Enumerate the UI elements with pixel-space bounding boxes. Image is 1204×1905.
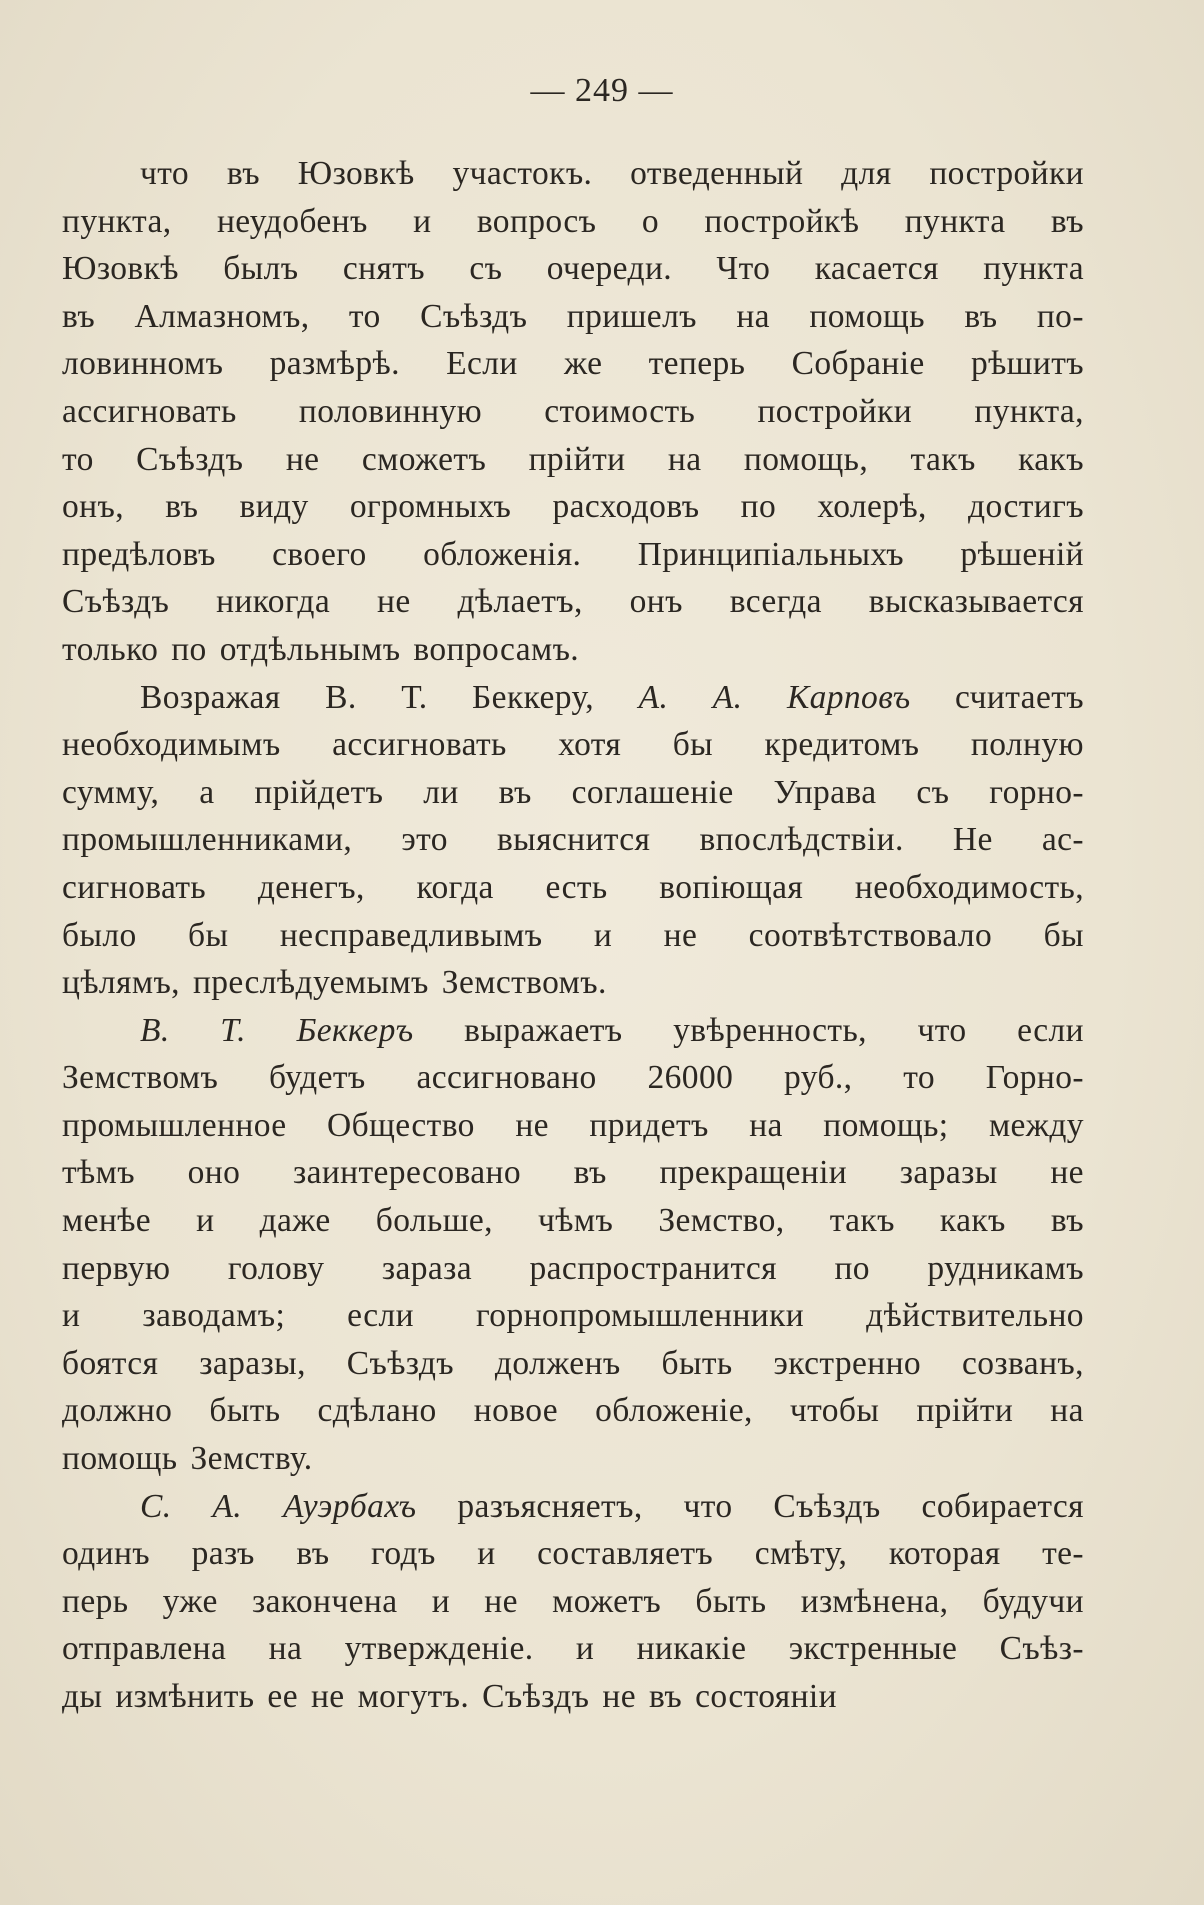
text-line: онъ, въ виду огромныхъ расходовъ по холерѣ, достигъ (62, 488, 1084, 526)
text-line: ассигновать половинную стоимость постройки пункта, (62, 392, 1084, 430)
text-line: В. Т. Беккеръ выражаетъ увѣренность, что если (140, 1011, 1084, 1049)
text-line: помощь Земству. (62, 1440, 313, 1478)
body-text (62, 150, 1084, 1721)
text-line: Съѣздъ никогда не дѣлаетъ, онъ всегда высказывается (62, 583, 1084, 621)
text-line: только по отдѣльнымъ вопросамъ. (62, 630, 580, 668)
text-line: Земствомъ будетъ ассигновано 26000 руб., то Горно- (62, 1059, 1084, 1097)
text-line: и заводамъ; если горнопромышленники дѣйствительно (62, 1297, 1084, 1335)
text-line: первую голову зараза распространится по рудникамъ (62, 1249, 1084, 1287)
text-line: менѣе и даже больше, чѣмъ Земство, такъ какъ въ (62, 1202, 1084, 1240)
text-line: въ Алмазномъ, то Съѣздъ пришелъ на помощь въ по- (62, 297, 1084, 335)
text-line: сумму, а прійдетъ ли въ соглашеніе Управа съ горно- (62, 773, 1084, 811)
text-line: сигновать денегъ, когда есть вопіющая необходимость, (62, 868, 1084, 906)
text-line: перь уже закончена и не можетъ быть измѣнена, будучи (62, 1582, 1084, 1620)
text-line: тѣмъ оно заинтересовано въ прекращеніи заразы не (62, 1154, 1084, 1192)
text-line: одинъ разъ въ годъ и составляетъ смѣту, которая те- (62, 1535, 1084, 1573)
text-line: то Съѣздъ не сможетъ прійти на помощь, такъ какъ (62, 440, 1084, 478)
text-line: пункта, неудобенъ и вопросъ о постройкѣ пункта въ (62, 202, 1084, 240)
text-line: цѣлямъ, преслѣдуемымъ Земствомъ. (62, 964, 607, 1002)
text-line: промышленниками, это выяснится впослѣдствіи. Не ас- (62, 821, 1084, 859)
text-line: предѣловъ своего обложенія. Принципіальныхъ рѣшеній (62, 535, 1084, 573)
text-line: необходимымъ ассигновать хотя бы кредитомъ полную (62, 726, 1084, 764)
page-number: — 249 — (530, 72, 674, 109)
text-line: ды измѣнить ее не могутъ. Съѣздъ не въ состояніи (62, 1678, 837, 1715)
text-line: боятся заразы, Съѣздъ долженъ быть экстренно созванъ, (62, 1344, 1084, 1382)
text-line: Юзовкѣ былъ снятъ съ очереди. Что касается пункта (62, 250, 1084, 288)
paragraph (62, 674, 1084, 1007)
text-line: Возражая В. Т. Беккеру, А. А. Карповъ считаетъ (140, 678, 1084, 716)
text-line: отправлена на утвержденіе. и никакіе экстренные Съѣз- (62, 1630, 1084, 1668)
text-line: должно быть сдѣлано новое обложеніе, чтобы прійти на (62, 1392, 1084, 1430)
text-line: С. А. Ауэрбахъ разъясняетъ, что Съѣздъ собирается (140, 1487, 1084, 1525)
text-line: что въ Юзовкѣ участокъ. отведенный для постройки (140, 155, 1084, 192)
paragraph (62, 1483, 1084, 1721)
text-line: ловинномъ размѣрѣ. Если же теперь Собраніе рѣшитъ (62, 345, 1084, 383)
paragraph (62, 1007, 1084, 1483)
text-line: было бы несправедливымъ и не соотвѣтствовало бы (62, 916, 1084, 954)
paragraph (62, 150, 1084, 674)
text-line: промышленное Общество не придетъ на помощь; между (62, 1106, 1084, 1144)
